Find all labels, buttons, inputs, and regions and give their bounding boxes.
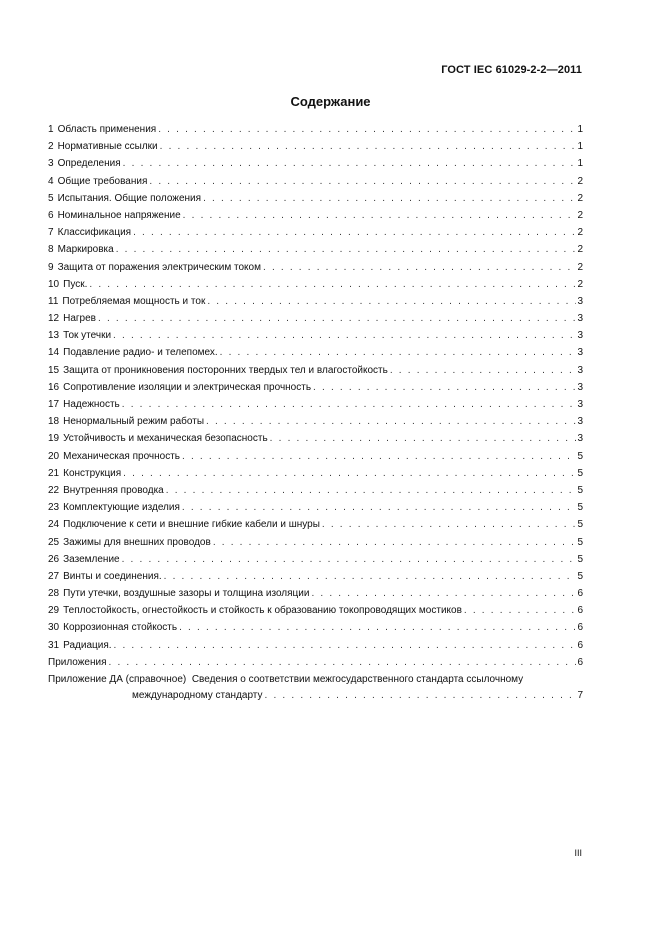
toc-entry-page: 3 bbox=[577, 347, 583, 359]
toc-entry-number: 27 bbox=[48, 570, 60, 582]
toc-entry bbox=[48, 602, 583, 619]
toc-entry-label: Нормативные ссылки bbox=[57, 141, 158, 153]
toc-entry bbox=[48, 310, 583, 327]
toc-entry-number: 4 bbox=[48, 175, 54, 187]
dot-leader bbox=[213, 534, 577, 551]
toc-entry bbox=[48, 224, 583, 241]
toc-entry-label: Комплектующие изделия bbox=[63, 502, 180, 514]
toc-entry-label: Классификация bbox=[57, 227, 132, 239]
dot-leader bbox=[263, 259, 576, 276]
toc-entry-number: 12 bbox=[48, 313, 60, 325]
toc-entry bbox=[48, 276, 583, 293]
toc-entry bbox=[48, 190, 583, 207]
toc-entry-number: 23 bbox=[48, 502, 60, 514]
toc-entry-title bbox=[48, 654, 107, 671]
toc-entry-label: Пуск. bbox=[63, 278, 88, 290]
toc-entry bbox=[48, 448, 583, 465]
dot-leader bbox=[313, 379, 576, 396]
toc-entry-title bbox=[48, 173, 147, 190]
toc-entry bbox=[48, 534, 583, 551]
toc-entry-page: 6 bbox=[577, 588, 583, 600]
dot-leader bbox=[265, 688, 577, 704]
dot-leader bbox=[109, 654, 577, 671]
dot-leader bbox=[164, 568, 577, 585]
toc-entry-title bbox=[48, 430, 268, 447]
dot-leader bbox=[322, 516, 577, 533]
toc-entry-page: 2 bbox=[577, 261, 583, 273]
toc-entry-number: 29 bbox=[48, 605, 60, 617]
toc-entry-title bbox=[48, 327, 111, 344]
toc-entry bbox=[48, 362, 583, 379]
toc-entry-page: 3 bbox=[577, 330, 583, 342]
toc-entry-number: 16 bbox=[48, 381, 60, 393]
dot-leader bbox=[183, 207, 577, 224]
dot-leader bbox=[133, 224, 576, 241]
toc-entry-label: Ненормальный режим работы bbox=[63, 416, 205, 428]
toc-entry-title bbox=[48, 585, 309, 602]
toc-entry-page: 2 bbox=[577, 227, 583, 239]
toc-entry-label: Сопротивление изоляции и электрическая прочность bbox=[63, 381, 312, 393]
dot-leader bbox=[207, 293, 576, 310]
toc-entry bbox=[48, 173, 583, 190]
toc-entry-title bbox=[48, 155, 121, 172]
dot-leader bbox=[182, 499, 577, 516]
dot-leader bbox=[464, 602, 577, 619]
toc-entry-number: 1 bbox=[48, 124, 54, 135]
toc-entry bbox=[48, 568, 583, 585]
toc-entry-page: 3 bbox=[577, 364, 583, 376]
toc-entry bbox=[48, 396, 583, 413]
toc-entry-label: Зажимы для внешних проводов bbox=[63, 536, 211, 548]
toc-entry-page: 5 bbox=[577, 519, 583, 531]
toc-entry-number: 24 bbox=[48, 519, 60, 531]
toc-entry-number: 5 bbox=[48, 192, 54, 204]
toc-entry-number: 20 bbox=[48, 450, 60, 462]
toc-entry-label: Устойчивость и механическая безопасность bbox=[63, 433, 268, 445]
table-of-contents bbox=[48, 121, 583, 704]
toc-entry-number: 26 bbox=[48, 553, 60, 565]
toc-entry-page: 3 bbox=[577, 416, 583, 428]
toc-entry bbox=[48, 499, 583, 516]
toc-entry-title bbox=[48, 448, 180, 465]
toc-entry-number: 13 bbox=[48, 330, 60, 342]
dot-leader bbox=[206, 413, 576, 430]
toc-entry bbox=[48, 138, 583, 155]
toc-entry-title bbox=[48, 293, 205, 310]
toc-entry bbox=[48, 516, 583, 533]
toc-entry-label: Конструкция bbox=[63, 467, 122, 479]
toc-entry-label: Винты и соединения. bbox=[63, 570, 162, 582]
dot-leader bbox=[114, 637, 577, 654]
toc-entry-page: 5 bbox=[577, 484, 583, 496]
toc-entry-title bbox=[48, 568, 162, 585]
toc-entry-page: 5 bbox=[577, 553, 583, 565]
dot-leader bbox=[123, 465, 576, 482]
toc-entry-number: 21 bbox=[48, 467, 60, 479]
toc-entry-label: Испытания. Общие положения bbox=[57, 192, 202, 204]
dot-leader bbox=[179, 619, 576, 636]
toc-entry-page: 2 bbox=[577, 209, 583, 221]
dot-leader bbox=[311, 585, 576, 602]
toc-entry bbox=[48, 551, 583, 568]
dot-leader bbox=[220, 344, 577, 361]
toc-entry bbox=[48, 121, 583, 138]
toc-entry bbox=[48, 482, 583, 499]
toc-entry-label: Приложения bbox=[48, 656, 107, 668]
toc-entry-title bbox=[48, 344, 218, 361]
toc-entry-number: 25 bbox=[48, 536, 60, 548]
toc-entry-title bbox=[48, 602, 462, 619]
toc-entry-title bbox=[48, 224, 131, 241]
toc-entry-label: Определения bbox=[57, 158, 121, 170]
toc-entry-number: 18 bbox=[48, 416, 60, 428]
toc-entry-title bbox=[48, 190, 201, 207]
dot-leader bbox=[98, 310, 576, 327]
toc-entry-number: 2 bbox=[48, 141, 54, 153]
dot-leader bbox=[166, 482, 577, 499]
annex-line-2 bbox=[48, 688, 583, 704]
toc-entry-page: 5 bbox=[577, 467, 583, 479]
toc-entry-page: 2 bbox=[577, 192, 583, 204]
toc-entry-number: 31 bbox=[48, 639, 60, 651]
toc-entry-page: 5 bbox=[577, 536, 583, 548]
dot-leader bbox=[149, 173, 576, 190]
toc-entry-page: 6 bbox=[577, 639, 583, 651]
toc-entry-page: 6 bbox=[577, 656, 583, 668]
toc-entry-label: Область применения bbox=[57, 124, 157, 135]
dot-leader bbox=[122, 396, 577, 413]
annex-title-line-2: международному стандарту bbox=[132, 690, 263, 701]
toc-entry-title bbox=[48, 241, 114, 258]
toc-entry bbox=[48, 259, 583, 276]
toc-entry-page: 5 bbox=[577, 450, 583, 462]
toc-entry-label: Коррозионная стойкость bbox=[63, 622, 178, 634]
toc-entry bbox=[48, 413, 583, 430]
dot-leader bbox=[116, 241, 577, 258]
toc-entry-number: 7 bbox=[48, 227, 54, 239]
toc-entry-page: 6 bbox=[577, 605, 583, 617]
toc-entry-label: Пути утечки, воздушные зазоры и толщина изоляции bbox=[63, 588, 310, 600]
toc-entry-title bbox=[48, 637, 112, 654]
toc-entry-page: 3 bbox=[577, 295, 583, 307]
toc-entry-label: Механическая прочность bbox=[63, 450, 180, 462]
toc-entry-page: 3 bbox=[577, 433, 583, 445]
toc-entry-page: 2 bbox=[577, 175, 583, 187]
toc-entry-label: Подавление радио- и телепомех. bbox=[63, 347, 218, 359]
dot-leader bbox=[113, 327, 576, 344]
dot-leader bbox=[123, 155, 577, 172]
toc-entry-label: Ток утечки bbox=[63, 330, 112, 342]
toc-entry-label: Защита от проникновения посторонних твердых тел и влагостойкость bbox=[63, 364, 388, 376]
toc-entry-title bbox=[48, 465, 121, 482]
annex-title-line-1: Сведения о соответствии межгосударственного стандарта ссылочному bbox=[191, 674, 524, 685]
toc-entries bbox=[48, 121, 583, 671]
toc-entry-number: 17 bbox=[48, 399, 60, 410]
page-number: III bbox=[574, 848, 582, 858]
toc-entry-title bbox=[48, 121, 156, 138]
dot-leader bbox=[270, 430, 577, 447]
toc-entry-label: Защита от поражения электрическим током bbox=[57, 261, 261, 273]
toc-entry-label: Внутренняя проводка bbox=[63, 484, 164, 496]
dot-leader bbox=[182, 448, 576, 465]
toc-entry-number: 30 bbox=[48, 622, 60, 634]
document-header: ГОСТ IEC 61029-2-2—2011 bbox=[441, 64, 582, 76]
toc-entry-page: 5 bbox=[577, 502, 583, 514]
toc-entry-number: 22 bbox=[48, 484, 60, 496]
toc-entry-label: Маркировка bbox=[57, 244, 114, 256]
toc-entry-number: 8 bbox=[48, 244, 54, 256]
toc-entry-label: Потребляемая мощность и ток bbox=[62, 295, 206, 307]
annex-line-1 bbox=[48, 672, 583, 688]
toc-entry-number: 6 bbox=[48, 209, 54, 221]
toc-entry bbox=[48, 207, 583, 224]
toc-entry-label: Теплостойкость, огнестойкость и стойкость к образованию токопроводящих мостиков bbox=[63, 605, 462, 617]
dot-leader bbox=[203, 190, 576, 207]
toc-entry bbox=[48, 637, 583, 654]
toc-entry-page: 2 bbox=[577, 278, 583, 290]
toc-entry bbox=[48, 293, 583, 310]
toc-entry-page: 3 bbox=[577, 399, 583, 410]
toc-title: Содержание bbox=[290, 94, 371, 109]
toc-entry bbox=[48, 465, 583, 482]
toc-entry-label: Номинальное напряжение bbox=[57, 209, 181, 221]
toc-entry-number: 28 bbox=[48, 588, 60, 600]
toc-entry-title bbox=[48, 276, 87, 293]
toc-entry bbox=[48, 379, 583, 396]
annex-prefix: Приложение ДА (справочное) bbox=[48, 674, 187, 685]
dot-leader bbox=[122, 551, 577, 568]
toc-entry-label: Радиация. bbox=[63, 639, 112, 651]
toc-entry-label: Нагрев bbox=[63, 313, 96, 325]
toc-entry-title bbox=[48, 482, 164, 499]
dot-leader bbox=[390, 362, 577, 379]
toc-entry-title bbox=[48, 413, 204, 430]
toc-entry-title bbox=[48, 516, 320, 533]
toc-entry-number: 9 bbox=[48, 261, 54, 273]
toc-entry-number: 15 bbox=[48, 364, 60, 376]
toc-entry bbox=[48, 241, 583, 258]
toc-entry-title bbox=[48, 551, 120, 568]
toc-entry-title bbox=[48, 619, 177, 636]
toc-entry-page: 1 bbox=[577, 141, 583, 153]
toc-entry-label: Заземление bbox=[63, 553, 120, 565]
toc-entry-number: 14 bbox=[48, 347, 60, 359]
dot-leader bbox=[160, 138, 577, 155]
toc-entry-title bbox=[48, 396, 120, 413]
dot-leader bbox=[89, 276, 576, 293]
toc-entry-title bbox=[48, 362, 388, 379]
toc-entry bbox=[48, 344, 583, 361]
toc-entry-page: 1 bbox=[577, 124, 583, 135]
toc-entry-title bbox=[48, 259, 261, 276]
toc-entry-title bbox=[48, 534, 211, 551]
toc-entry-page: 5 bbox=[577, 570, 583, 582]
toc-annex-entry bbox=[48, 672, 583, 704]
toc-entry-page: 3 bbox=[577, 313, 583, 325]
toc-entry-label: Общие требования bbox=[57, 175, 148, 187]
toc-entry-number: 3 bbox=[48, 158, 54, 170]
toc-entry-number: 11 bbox=[48, 295, 59, 307]
toc-entry-number: 19 bbox=[48, 433, 60, 445]
toc-entry-title bbox=[48, 138, 158, 155]
toc-entry-title bbox=[48, 207, 181, 224]
toc-entry bbox=[48, 585, 583, 602]
toc-entry-number: 10 bbox=[48, 278, 60, 290]
toc-entry bbox=[48, 327, 583, 344]
toc-entry bbox=[48, 654, 583, 671]
toc-entry-title bbox=[48, 499, 180, 516]
toc-entry bbox=[48, 430, 583, 447]
toc-entry-page: 3 bbox=[577, 381, 583, 393]
annex-page-number: 7 bbox=[577, 690, 583, 701]
toc-entry bbox=[48, 155, 583, 172]
toc-entry-page: 6 bbox=[577, 622, 583, 634]
toc-entry-label: Подключение к сети и внешние гибкие кабели и шнуры bbox=[63, 519, 320, 531]
toc-entry-title bbox=[48, 379, 311, 396]
toc-entry-page: 1 bbox=[577, 158, 583, 170]
toc-entry bbox=[48, 619, 583, 636]
toc-entry-label: Надежность bbox=[63, 399, 120, 410]
toc-entry-title bbox=[48, 310, 96, 327]
dot-leader bbox=[158, 121, 576, 138]
toc-entry-page: 2 bbox=[577, 244, 583, 256]
